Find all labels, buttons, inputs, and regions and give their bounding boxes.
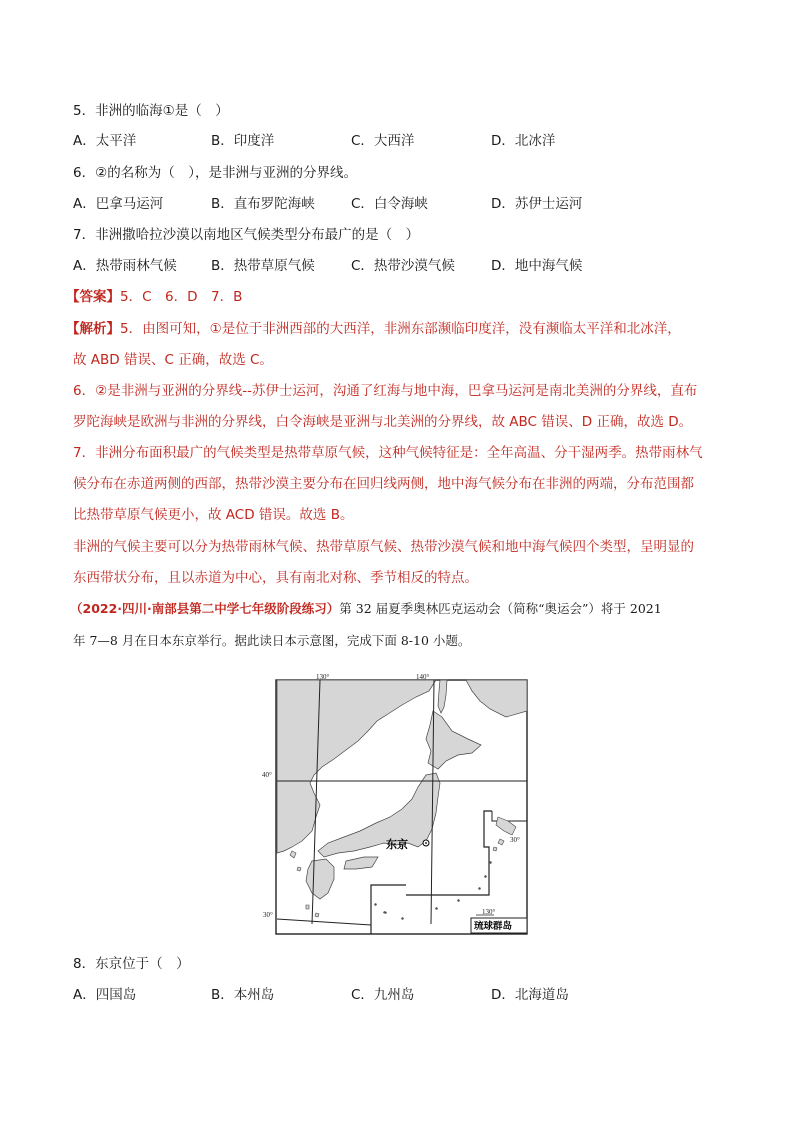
lon-label-140: 140° [416,673,430,681]
q7-option-d: D．地中海气候 [491,258,583,274]
q6-option-b: B．直布罗陀海峡 [211,196,315,212]
q8-option-a: A．四国岛 [73,987,137,1003]
analysis-line-6: 候分布在赤道两侧的西部，热带沙漠主要分布在回归线两侧，地中海气候分布在非洲的两端，分布范围都 [73,476,694,492]
answer-tag: 【答案】 [66,289,120,305]
japan-map [262,671,528,935]
q7-option-a: A．热带雨林气候 [73,258,177,274]
q8-option-b: B．本州岛 [211,987,275,1003]
analysis-line-3: 6．②是非洲与亚洲的分界线--苏伊士运河，沟通了红海与地中海，巴拿马运河是南北美洲的分界线，直布 [73,383,698,399]
inset-lon-label-130: 130° [482,908,496,916]
passage-line-2: 年 7—8 月在日本东京举行。据此读日本示意图，完成下面 8-10 小题。 [73,633,471,648]
answer-text: 5．C 6．D 7．B [120,289,243,305]
q5-stem: 5．非洲的临海①是（ ） [73,103,229,119]
q8-stem: 8．东京位于（ ） [73,956,190,972]
q6-option-c: C．白令海峡 [351,196,428,212]
analysis-tag: 【解析】 [66,321,120,337]
q5-option-c: C．大西洋 [351,133,415,149]
analysis-line-5: 7．非洲分布面积最广的气候类型是热带草原气候，这种气候特征是：全年高温、分干湿两季。热带雨林气 [73,445,703,461]
q6-option-d: D．苏伊士运河 [491,196,583,212]
q6-option-a: A．巴拿马运河 [73,196,164,212]
q5-option-b: B．印度洋 [211,133,275,149]
analysis-line-9: 东西带状分布，且以赤道为中心，具有南北对称、季节相反的特点。 [73,570,478,586]
analysis-text-1: 5．由图可知，①是位于非洲西部的大西洋，非洲东部濒临印度洋，没有濒临太平洋和北冰洋， [120,321,681,337]
lat-label-40: 40° [262,771,272,779]
q7-stem: 7．非洲撒哈拉沙漠以南地区气候类型分布最广的是（ ） [73,227,420,243]
q8-option-d: D．北海道岛 [491,987,569,1003]
q7-option-b: B．热带草原气候 [211,258,315,274]
analysis-line-2: 故 ABD 错误、C 正确，故选 C。 [73,352,273,368]
q7-option-c: C．热带沙漠气候 [351,258,455,274]
q5-option-a: A．太平洋 [73,133,137,149]
ryukyu-label: 琉球群岛 [474,921,513,932]
analysis-line-7: 比热带草原气候更小，故 ACD 错误。故选 B。 [73,507,354,523]
q6-stem: 6．②的名称为（ ），是非洲与亚洲的分界线。 [73,165,357,181]
analysis-line-8: 非洲的气候主要可以分为热带雨林气候、热带草原气候、热带沙漠气候和地中海气候四个类型，呈明显的 [73,539,694,555]
analysis-line-4: 罗陀海峡是欧洲与非洲的分界线，白令海峡是亚洲与北美洲的分界线，故 ABC 错误、D 正确，故选 D。 [73,414,693,430]
tokyo-marker-dot [425,842,427,844]
answer-line [66,287,242,307]
passage-source: （2022·四川·南部县第二中学七年级阶段练习） [70,601,340,616]
lon-label-130: 130° [316,673,330,681]
passage-line-1 [70,599,662,619]
q5-option-d: D．北冰洋 [491,133,556,149]
tokyo-label: 东京 [386,839,408,851]
analysis-line-1 [66,319,681,339]
lat-label-30: 30° [263,911,273,919]
passage-text-1: 第 32 届夏季奥林匹克运动会（简称“奥运会”）将于 2021 [339,601,662,616]
inset-lat-label-30: 30° [510,836,520,844]
q8-option-c: C．九州岛 [351,987,415,1003]
